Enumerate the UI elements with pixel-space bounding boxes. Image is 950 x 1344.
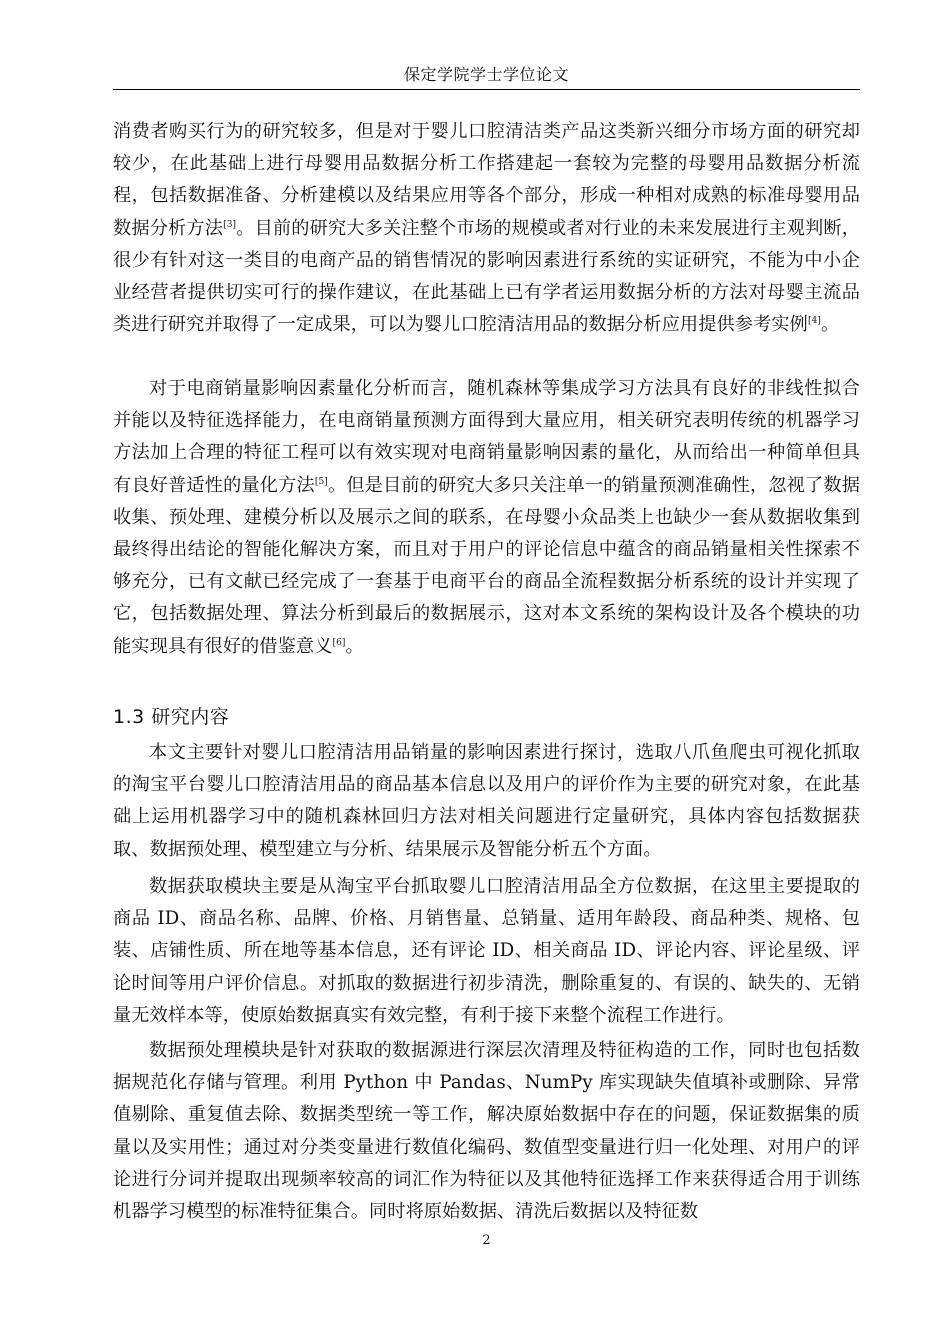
paragraph-text: 消费者购买行为的研究较多，但是对于婴儿口腔清洁类产品这类新兴细分市场方面的研究却较少，在此基础上进行母婴用品数据分析工作搭建起一套较为完整的母婴用品数据分析流程，包括数据准备、分析建模以及结果应用等各个部分，形成一种相对成熟的标准母婴用品数据分析方法 [113, 121, 860, 239]
paragraph-text: 。 [345, 635, 364, 657]
paragraph-text: 对于电商销量影响因素量化分析而言，随机森林等集成学习方法具有良好的非线性拟合并能以及特征选择能力，在电商销量预测方面得到大量应用，相关研究表明传统的机器学习方法加上合理的特征工程可以有效实现对电商销量影响因素的量化，从而给出一种简单但具有良好普适性的量化方法 [113, 378, 860, 496]
citation-6: [6] [332, 637, 346, 648]
page-number: 2 [482, 1233, 491, 1248]
paragraph-text: 。 [821, 314, 840, 336]
running-header: 保定学院学士学位论文 [403, 65, 569, 84]
paragraph-text: 。但是目前的研究大多只关注单一的销量预测准确性，忽视了数据收集、预处理、建模分析以及展示之间的联系，在母婴小众品类上也缺少一套从数据收集到最终得出结论的智能化解决方案，而且对于用户的评论信息中蕴含的商品销量相关性探索不够充分，已有文献已经完成了一套基于电商平台的商品全流程数据分析系统的设计并实现了它，包括数据处理、算法分析到最后的数据展示，这对本文系统的架构设计及各个模块的功能实现具有很好的借鉴意义 [113, 474, 861, 657]
paragraph-data-acquisition: 数据获取模块主要是从淘宝平台抓取婴儿口腔清洁用品全方位数据，在这里主要提取的商品 ID、商品名称、品牌、价格、月销售量、总销量、适用年龄段、商品种类、规格、包装、店铺性质、所在地等基本信息，还有评论 ID、相关商品 ID、评论内容、评论星级、评论时间等用户评价信息。对抓取的数据进行初步清洗，删除重复的、有误的、缺失的、无销量无效样本等，使原始数据真实有效完整，有利于接下来整个流程工作进行。 [113, 876, 860, 1026]
paragraph-preprocessing: 数据预处理模块是针对获取的数据源进行深层次清理及特征构造的工作，同时也包括数据规范化存储与管理。利用 Python 中 Pandas、NumPy 库实现缺失值填补或删除、异常值剔除、重复值去除、数据类型统一等工作，解决原始数据中存在的问题，保证数据集的质量以及实用性；通过对分类变量进行数值化编码、数值型变量进行归一化处理、对用户的评论进行分词并提取出现频率较高的词汇作为特征以及其他特征选择工作来获得适合用于训练机器学习模型的标准特征集合。同时将原始数据、清洗后数据以及特征数 [113, 1040, 860, 1223]
paragraph-related-work [113, 373, 860, 663]
citation-3: [3] [223, 219, 237, 230]
section-heading: 1.3 研究内容 [113, 706, 230, 728]
citation-4: [4] [807, 316, 821, 327]
citation-5: [5] [314, 476, 328, 487]
header-rule [113, 89, 860, 90]
paragraph-continued [113, 116, 860, 341]
paragraph-text: 。目前的研究大多关注整个市场的规模或者对行业的未来发展进行主观判断，很少有针对这一类目的电商产品的销售情况的影响因素进行系统的实证研究，不能为中小企业经营者提供切实可行的操作建议，在此基础上已有学者运用数据分析的方法对母婴主流品类进行研究并取得了一定成果，可以为婴儿口腔清洁用品的数据分析应用提供参考实例 [113, 217, 860, 336]
paragraph-research-content: 本文主要针对婴儿口腔清洁用品销量的影响因素进行探讨，选取八爪鱼爬虫可视化抓取的淘宝平台婴儿口腔清洁用品的商品基本信息以及用户的评价作为主要的研究对象，在此基础上运用机器学习中的随机森林回归方法对相关问题进行定量研究，具体内容包括数据获取、数据预处理、模型建立与分析、结果展示及智能分析五个方面。 [113, 742, 860, 860]
